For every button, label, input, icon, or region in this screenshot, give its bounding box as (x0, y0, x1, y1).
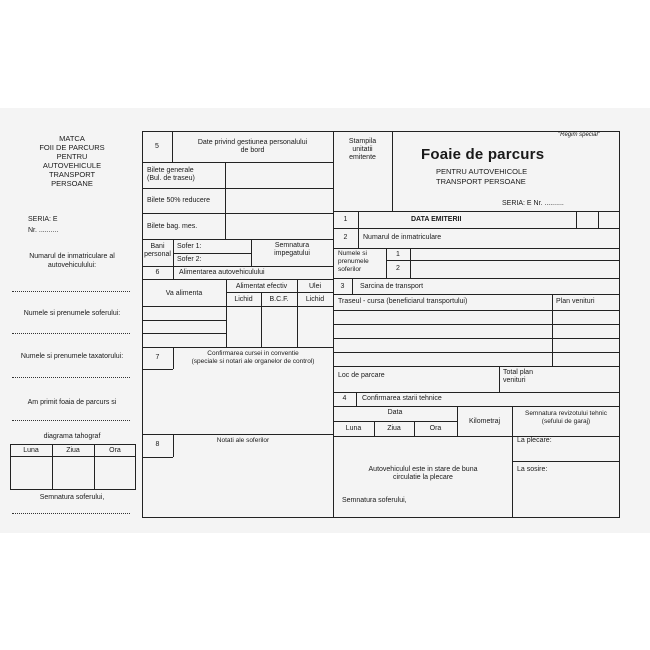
tickets-50-label: Bilete 50% reducere (147, 197, 211, 204)
stub-label-line: autovehiculului: (47, 262, 97, 269)
driver-names-line: Numele si (338, 250, 367, 257)
driver-name-1-number: 1 (396, 251, 400, 258)
route-label: Traseul - cursa (beneficiarul transportului) (338, 298, 468, 305)
s1-number: 1 (343, 216, 348, 223)
transport-task-label: Sarcina de transport (360, 283, 424, 290)
s6-number: 6 (155, 269, 160, 276)
s5-number: 5 (155, 143, 159, 150)
fuel-col-liquid: Lichid (234, 296, 253, 303)
crew-signature-line: impegatului (274, 250, 310, 257)
vehicle-ok-line: Autovehiculul este in stare de buna (368, 466, 478, 473)
s4-number: 4 (342, 395, 347, 402)
main-title: Foaie de parcurs (421, 146, 545, 163)
s7-title (173, 350, 333, 366)
stub-tacho-col-ziua: Ziua (66, 447, 80, 454)
stub-reg-number-field[interactable] (12, 291, 130, 292)
stub-driver-name-label: Numele si prenumele soferului: (23, 310, 121, 317)
stub-tacho-label: diagrama tahograf (43, 433, 101, 440)
stub-title (8, 134, 136, 188)
vehicle-ok-line: circulatie la plecare (393, 474, 453, 481)
stamp-label (333, 138, 392, 162)
s6-title: Alimentarea autovehiculului (179, 269, 265, 276)
s7-title-line: Confirmarea cursei in conventie (207, 350, 299, 357)
driver1-label: Sofer 1: (177, 243, 202, 250)
stub-title-line: MATCA (59, 134, 85, 143)
fuel-label: Va alimenta (165, 290, 203, 297)
stub-driver-name-field[interactable] (12, 333, 130, 334)
stub-conductor-name-label: Numele si prenumele taxatorului: (20, 353, 124, 360)
driver-names-line: soferilor (338, 266, 362, 273)
date-col-luna: Luna (345, 425, 362, 432)
arrival-label: La sosire: (517, 466, 548, 473)
total-plan-label (503, 369, 533, 385)
stamp-line: Stampila (348, 138, 377, 145)
issue-date-label: DATA EMITERII (411, 216, 462, 223)
cash-line: personal (144, 251, 171, 258)
stub-tacho-col-ora: Ora (109, 447, 121, 454)
s3-number: 3 (340, 283, 345, 290)
main-subtitle (436, 167, 527, 187)
s5-title-line: de bord (240, 147, 265, 154)
stub-driver-signature-field[interactable] (12, 513, 130, 514)
s7-number: 7 (155, 354, 160, 361)
stub-title-line: PENTRU (56, 152, 88, 161)
crew-signature-line: Semnatura (274, 242, 310, 249)
date-col-ora: Ora (429, 425, 442, 432)
driver-names-label (338, 250, 369, 274)
stub-title-line: FOII DE PARCURS (39, 143, 105, 152)
inspector-line: (sefului de garaj) (541, 418, 591, 425)
inspector-line: Semnatura revizotului tehnic (524, 410, 607, 417)
oil-col-liquid: Lichid (305, 296, 325, 303)
tech-status-label: Confirmarea starii tehnice (362, 395, 442, 402)
stub-conductor-name-field[interactable] (12, 377, 130, 378)
stub-title-line: AUTOVEHICULE (42, 161, 102, 170)
vehicle-ok-label (338, 466, 508, 482)
stub-label-line: Numarul de inmatriculare al (29, 253, 115, 260)
departure-label: La plecare: (517, 437, 552, 444)
total-plan-line: venituri (503, 377, 526, 384)
stub-received-field[interactable] (12, 420, 130, 421)
main-subtitle-line: TRANSPORT PERSOANE (436, 177, 526, 186)
tickets-general-line: (Bul. de traseu) (147, 175, 195, 182)
stub-driver-signature-label: Semnatura soferului, (39, 494, 105, 501)
regim-label: "Regim special" (558, 132, 600, 138)
date-label: Data (387, 409, 403, 416)
seria-nr: SERIA: E Nr. .......... (502, 200, 564, 207)
date-col-ziua: Ziua (387, 425, 401, 432)
s8-title: Notati ale soferilor (216, 437, 270, 444)
s5-title (172, 139, 333, 155)
s7-title-line: (speciale si notari ale organelor de control) (191, 358, 315, 365)
crew-signature-label (251, 242, 333, 258)
reg-number-label: Numarul de inmatriculare (363, 234, 442, 241)
driver-signature-label: Semnatura soferului, (342, 497, 407, 504)
tickets-luggage-label: Bilete bag. mes. (147, 223, 198, 230)
total-plan-line: Total plan (503, 369, 533, 376)
tickets-general-label (147, 167, 195, 183)
stub-title-line: PERSOANE (51, 179, 93, 188)
stub-seria: SERIA: E (28, 216, 58, 223)
s5-title-line: Date privind gestiunea personalului (197, 139, 308, 146)
driver-names-line: prenumele (338, 258, 369, 265)
km-label: Kilometraj (468, 418, 501, 425)
oil-label: Ulei (308, 283, 322, 290)
stamp-line: unitatii (352, 146, 373, 153)
stub-title-line: TRANSPORT (48, 170, 96, 179)
s2-number: 2 (343, 234, 348, 241)
driver-name-2-number: 2 (396, 265, 400, 272)
driver2-label: Sofer 2: (177, 256, 202, 263)
stub-reg-number-label (8, 252, 136, 270)
stub-tacho-col-luna: Luna (23, 447, 39, 454)
cash-line: Bani (150, 243, 165, 250)
stamp-line: emitente (349, 154, 376, 161)
s8-number: 8 (155, 441, 160, 448)
stub-received-label: Am primit foaia de parcurs si (27, 399, 117, 406)
parking-label: Loc de parcare (338, 372, 385, 379)
revenue-plan-label: Plan venituri (556, 298, 595, 305)
inspector-label (512, 410, 620, 426)
fuel-col-bcf: B.C.F. (269, 296, 289, 303)
cash-label (142, 243, 173, 259)
stub-nr: Nr. .......... (28, 227, 59, 234)
tickets-general-line: Bilete generale (147, 167, 194, 174)
main-subtitle-line: PENTRU AUTOVEHICOLE (436, 167, 528, 176)
fuel-actual-label: Alimentat efectiv (235, 283, 288, 290)
